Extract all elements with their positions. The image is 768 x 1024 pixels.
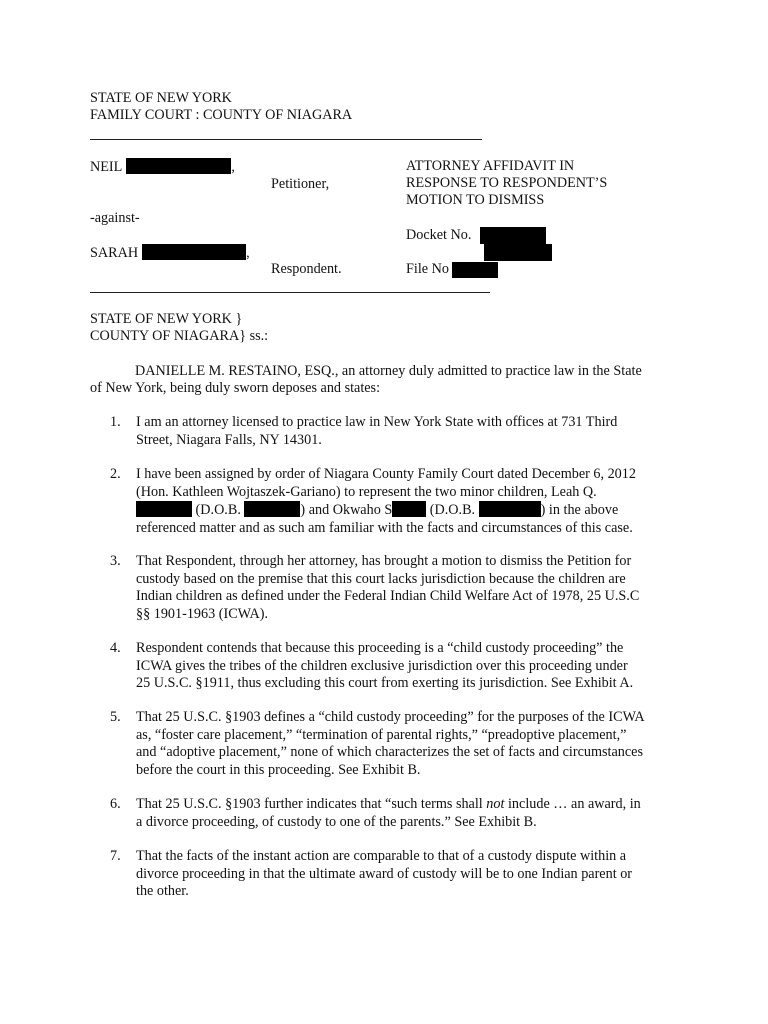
text-line: That Respondent, through her attorney, has brought a motion to dismiss the Petition for [136, 553, 632, 569]
respondent-role: Respondent. [271, 261, 342, 277]
paragraph-text [136, 466, 684, 537]
text-line: ICWA gives the tribes of the children exclusive jurisdiction over this proceeding under [136, 657, 628, 674]
petitioner-name [90, 158, 235, 176]
venue-county: COUNTY OF NIAGARA} ss.: [90, 328, 269, 344]
petitioner-role: Petitioner, [271, 176, 330, 192]
dob-label: (D.O.B. [192, 502, 245, 518]
docket-label: Docket No. [406, 227, 472, 243]
petitioner-comma: , [231, 159, 235, 175]
text-line: the other. [136, 883, 189, 899]
intro-line1: DANIELLE M. RESTAINO, ESQ., an attorney duly admitted to practice law in the State [135, 363, 642, 379]
paragraph-text [136, 848, 684, 901]
redaction-bar [136, 501, 192, 517]
respondent-comma: , [246, 245, 250, 261]
emphasis-not: not [486, 796, 505, 812]
text-line: referenced matter and as such am familiar with the facts and circumstances of this case. [136, 519, 633, 536]
paragraph-number: 3. [110, 553, 121, 569]
text-fragment: That 25 U.S.C. §1903 further indicates that “such terms shall [136, 796, 487, 812]
text-line: and “adoptive placement,” none of which characterizes the set of facts and circumstances [136, 744, 643, 760]
text-fragment: include … an award, in [504, 796, 641, 812]
venue-state: STATE OF NEW YORK } [90, 311, 243, 327]
text-line: I have been assigned by order of Niagara County Family Court dated December 6, 2012 [136, 466, 636, 482]
redaction-bar [392, 501, 426, 517]
paragraph-number: 7. [110, 848, 121, 864]
document-title-line3: MOTION TO DISMISS [406, 192, 545, 208]
text-fragment: ) in the above [540, 502, 619, 518]
text-line: §§ 1901-1963 (ICWA). [136, 605, 269, 622]
text-line: That 25 U.S.C. §1903 defines a “child custody proceeding” for the purposes of the ICWA [136, 709, 645, 725]
text-line [136, 796, 684, 814]
docket-redaction-2 [484, 244, 552, 261]
header-state: STATE OF NEW YORK [90, 90, 232, 106]
redaction-bar [244, 501, 300, 517]
text-line [136, 501, 684, 520]
text-line: 25 U.S.C. §1911, thus excluding this court from exerting its jurisdiction. See Exhibit A. [136, 675, 634, 691]
redaction-bar [126, 158, 231, 174]
caption-bottom-rule [90, 292, 490, 293]
respondent-name [90, 244, 250, 262]
paragraph-text [136, 709, 684, 779]
paragraph-text [136, 796, 684, 831]
paragraph-number: 4. [110, 640, 121, 656]
redaction-bar [479, 501, 541, 517]
text-line: That the facts of the instant action are comparable to that of a custody dispute within a [136, 848, 627, 864]
document-title-line1: ATTORNEY AFFIDAVIT IN [406, 158, 575, 174]
paragraph-text [136, 414, 684, 449]
text-line: before the court in this proceeding. See Exhibit B. [136, 761, 421, 778]
text-line: custody based on the premise that this court lacks jurisdiction because the children are [136, 570, 626, 587]
header-court: FAMILY COURT : COUNTY OF NIAGARA [90, 107, 353, 123]
caption-top-rule [90, 139, 482, 140]
redaction-bar [142, 244, 246, 260]
child-name-text: ) and Okwaho S [300, 502, 393, 518]
text-line: as, “foster care placement,” “termination of parental rights,” “preadoptive placement,” [136, 726, 627, 743]
text-line: Respondent contends that because this proceeding is a “child custody proceeding” the [136, 640, 624, 656]
paragraph-number: 1. [110, 414, 121, 430]
text-line: divorce proceeding in that the ultimate award of custody will be to one Indian parent or [136, 865, 633, 882]
petitioner-first-name: NEIL [90, 159, 123, 175]
text-line: Indian children as defined under the Federal Indian Child Welfare Act of 1978, 25 U.S.C [136, 588, 640, 604]
text-line: Street, Niagara Falls, NY 14301. [136, 431, 322, 448]
paragraph-number: 2. [110, 466, 121, 482]
respondent-first-name: SARAH [90, 245, 139, 261]
text-line: (Hon. Kathleen Wojtaszek-Gariano) to represent the two minor children, Leah Q. [136, 483, 597, 500]
file-redaction [452, 262, 498, 278]
text-line: a divorce proceeding, of custody to one of the parents.” See Exhibit B. [136, 813, 537, 830]
intro-line2: of New York, being duly sworn deposes and states: [90, 380, 381, 396]
paragraph-text [136, 553, 684, 623]
dob-label: (D.O.B. [426, 502, 479, 518]
paragraph-text [136, 640, 684, 693]
paragraph-number: 6. [110, 796, 121, 812]
against-label: -against- [90, 210, 140, 226]
text-line: I am an attorney licensed to practice law in New York State with offices at 731 Third [136, 414, 618, 430]
paragraph-number: 5. [110, 709, 121, 725]
docket-redaction [480, 227, 546, 244]
document-title-line2: RESPONSE TO RESPONDENT’S [406, 175, 608, 191]
file-label: File No [406, 261, 449, 277]
